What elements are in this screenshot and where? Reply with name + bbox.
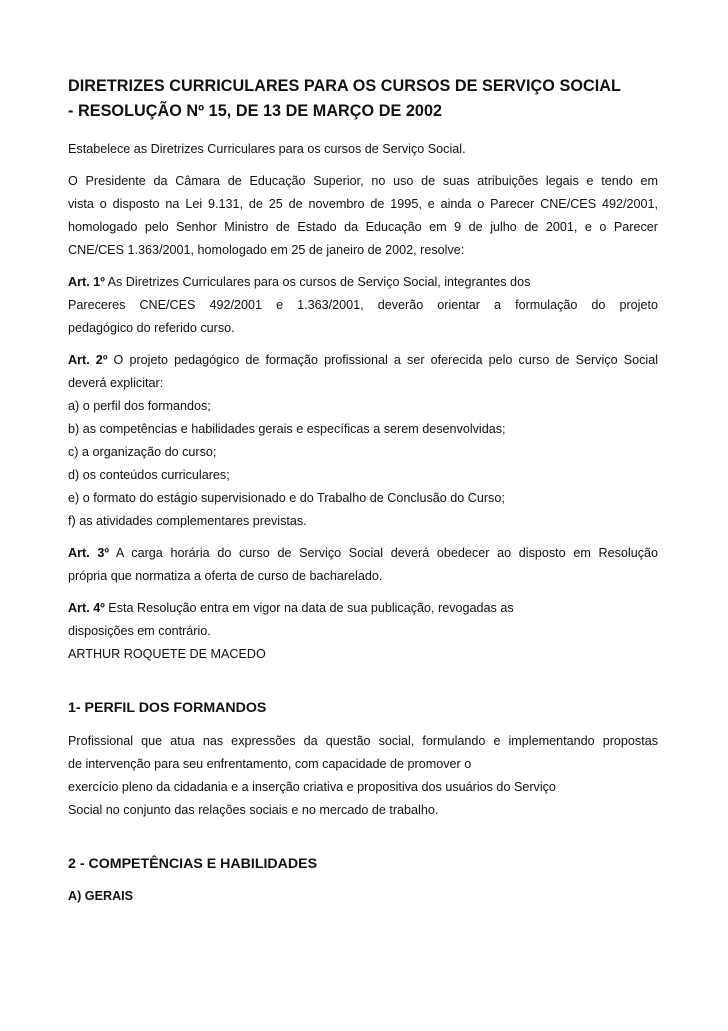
title-line-2: - RESOLUÇÃO Nº 15, DE 13 DE MARÇO DE 2002 <box>68 102 443 120</box>
preamble-line: O Presidente da Câmara de Educação Superior, no uso de suas atribuições legais e tendo em <box>68 174 658 188</box>
article-2-label: Art. 2º <box>68 353 108 367</box>
preamble-line: vista o disposto na Lei 9.131, de 25 de novembro de 1995, e ainda o Parecer CNE/CES 492/2001, <box>68 197 658 211</box>
article-3-label: Art. 3º <box>68 546 109 560</box>
signature: ARTHUR ROQUETE DE MACEDO <box>68 647 266 661</box>
section-heading-competencias: 2 - COMPETÊNCIAS E HABILIDADES <box>68 856 318 872</box>
article-4-label: Art. 4º <box>68 601 105 615</box>
list-item: d) os conteúdos curriculares; <box>68 468 230 482</box>
document-page <box>68 74 658 906</box>
ementa: Estabelece as Diretrizes Curriculares para os cursos de Serviço Social. <box>68 142 466 156</box>
article-1-label: Art. 1º <box>68 275 105 289</box>
title-line-1: DIRETRIZES CURRICULARES PARA OS CURSOS DE SERVIÇO SOCIAL <box>68 77 621 95</box>
list-item: c) a organização do curso; <box>68 445 217 459</box>
article-1: Art. 1º As Diretrizes Curriculares para os cursos de Serviço Social, integrantes dos Pareceres CNE/CES 492/2001 e 1.363/2001, deverão orientar a formulação do projeto pedagógico do referido curso. <box>68 275 658 335</box>
document-title <box>68 74 658 124</box>
section-1-body: Profissional que atua nas expressões da questão social, formulando e implementando propostas de intervenção para seu enfrentamento, com capacidade de promover o exercício pleno da cidadania e a inserção criativa e propositiva dos usuários do Serviço Social no conjunto das relações sociais e no mercado de trabalho. <box>68 734 658 817</box>
section-heading-perfil: 1- PERFIL DOS FORMANDOS <box>68 700 267 716</box>
list-item: f) as atividades complementares previstas. <box>68 514 307 528</box>
article-3: Art. 3º A carga horária do curso de Serviço Social deverá obedecer ao disposto em Resolução própria que normatiza a oferta de curso de bacharelado. <box>68 546 659 583</box>
subsection-heading-gerais: A) GERAIS <box>68 889 134 903</box>
list-item: a) o perfil dos formandos; <box>68 399 211 413</box>
preamble-line: CNE/CES 1.363/2001, homologado em 25 de janeiro de 2002, resolve: <box>68 243 465 257</box>
list-item: e) o formato do estágio supervisionado e do Trabalho de Conclusão do Curso; <box>68 491 505 505</box>
preamble-line: homologado pelo Senhor Ministro de Estado da Educação em 9 de julho de 2001, e o Parecer <box>68 220 658 234</box>
article-4: Art. 4º Esta Resolução entra em vigor na data de sua publicação, revogadas as disposições em contrário. ARTHUR ROQUETE DE MACEDO <box>68 597 658 666</box>
article-2: Art. 2º O projeto pedagógico de formação profissional a ser oferecida pelo curso de Serviço Social deverá explicitar: a) o perfil dos formandos; b) as competências e habilidades gerais e específicas a serem desenvolvidas; c) a organização do curso; d) os conteúdos curriculares; e) o formato do estágio supervisionado e do Trabalho de Conclusão do Curso; f) as atividades complementares previstas. <box>68 349 658 533</box>
preamble <box>68 170 658 262</box>
list-item: b) as competências e habilidades gerais e específicas a serem desenvolvidas; <box>68 422 506 436</box>
